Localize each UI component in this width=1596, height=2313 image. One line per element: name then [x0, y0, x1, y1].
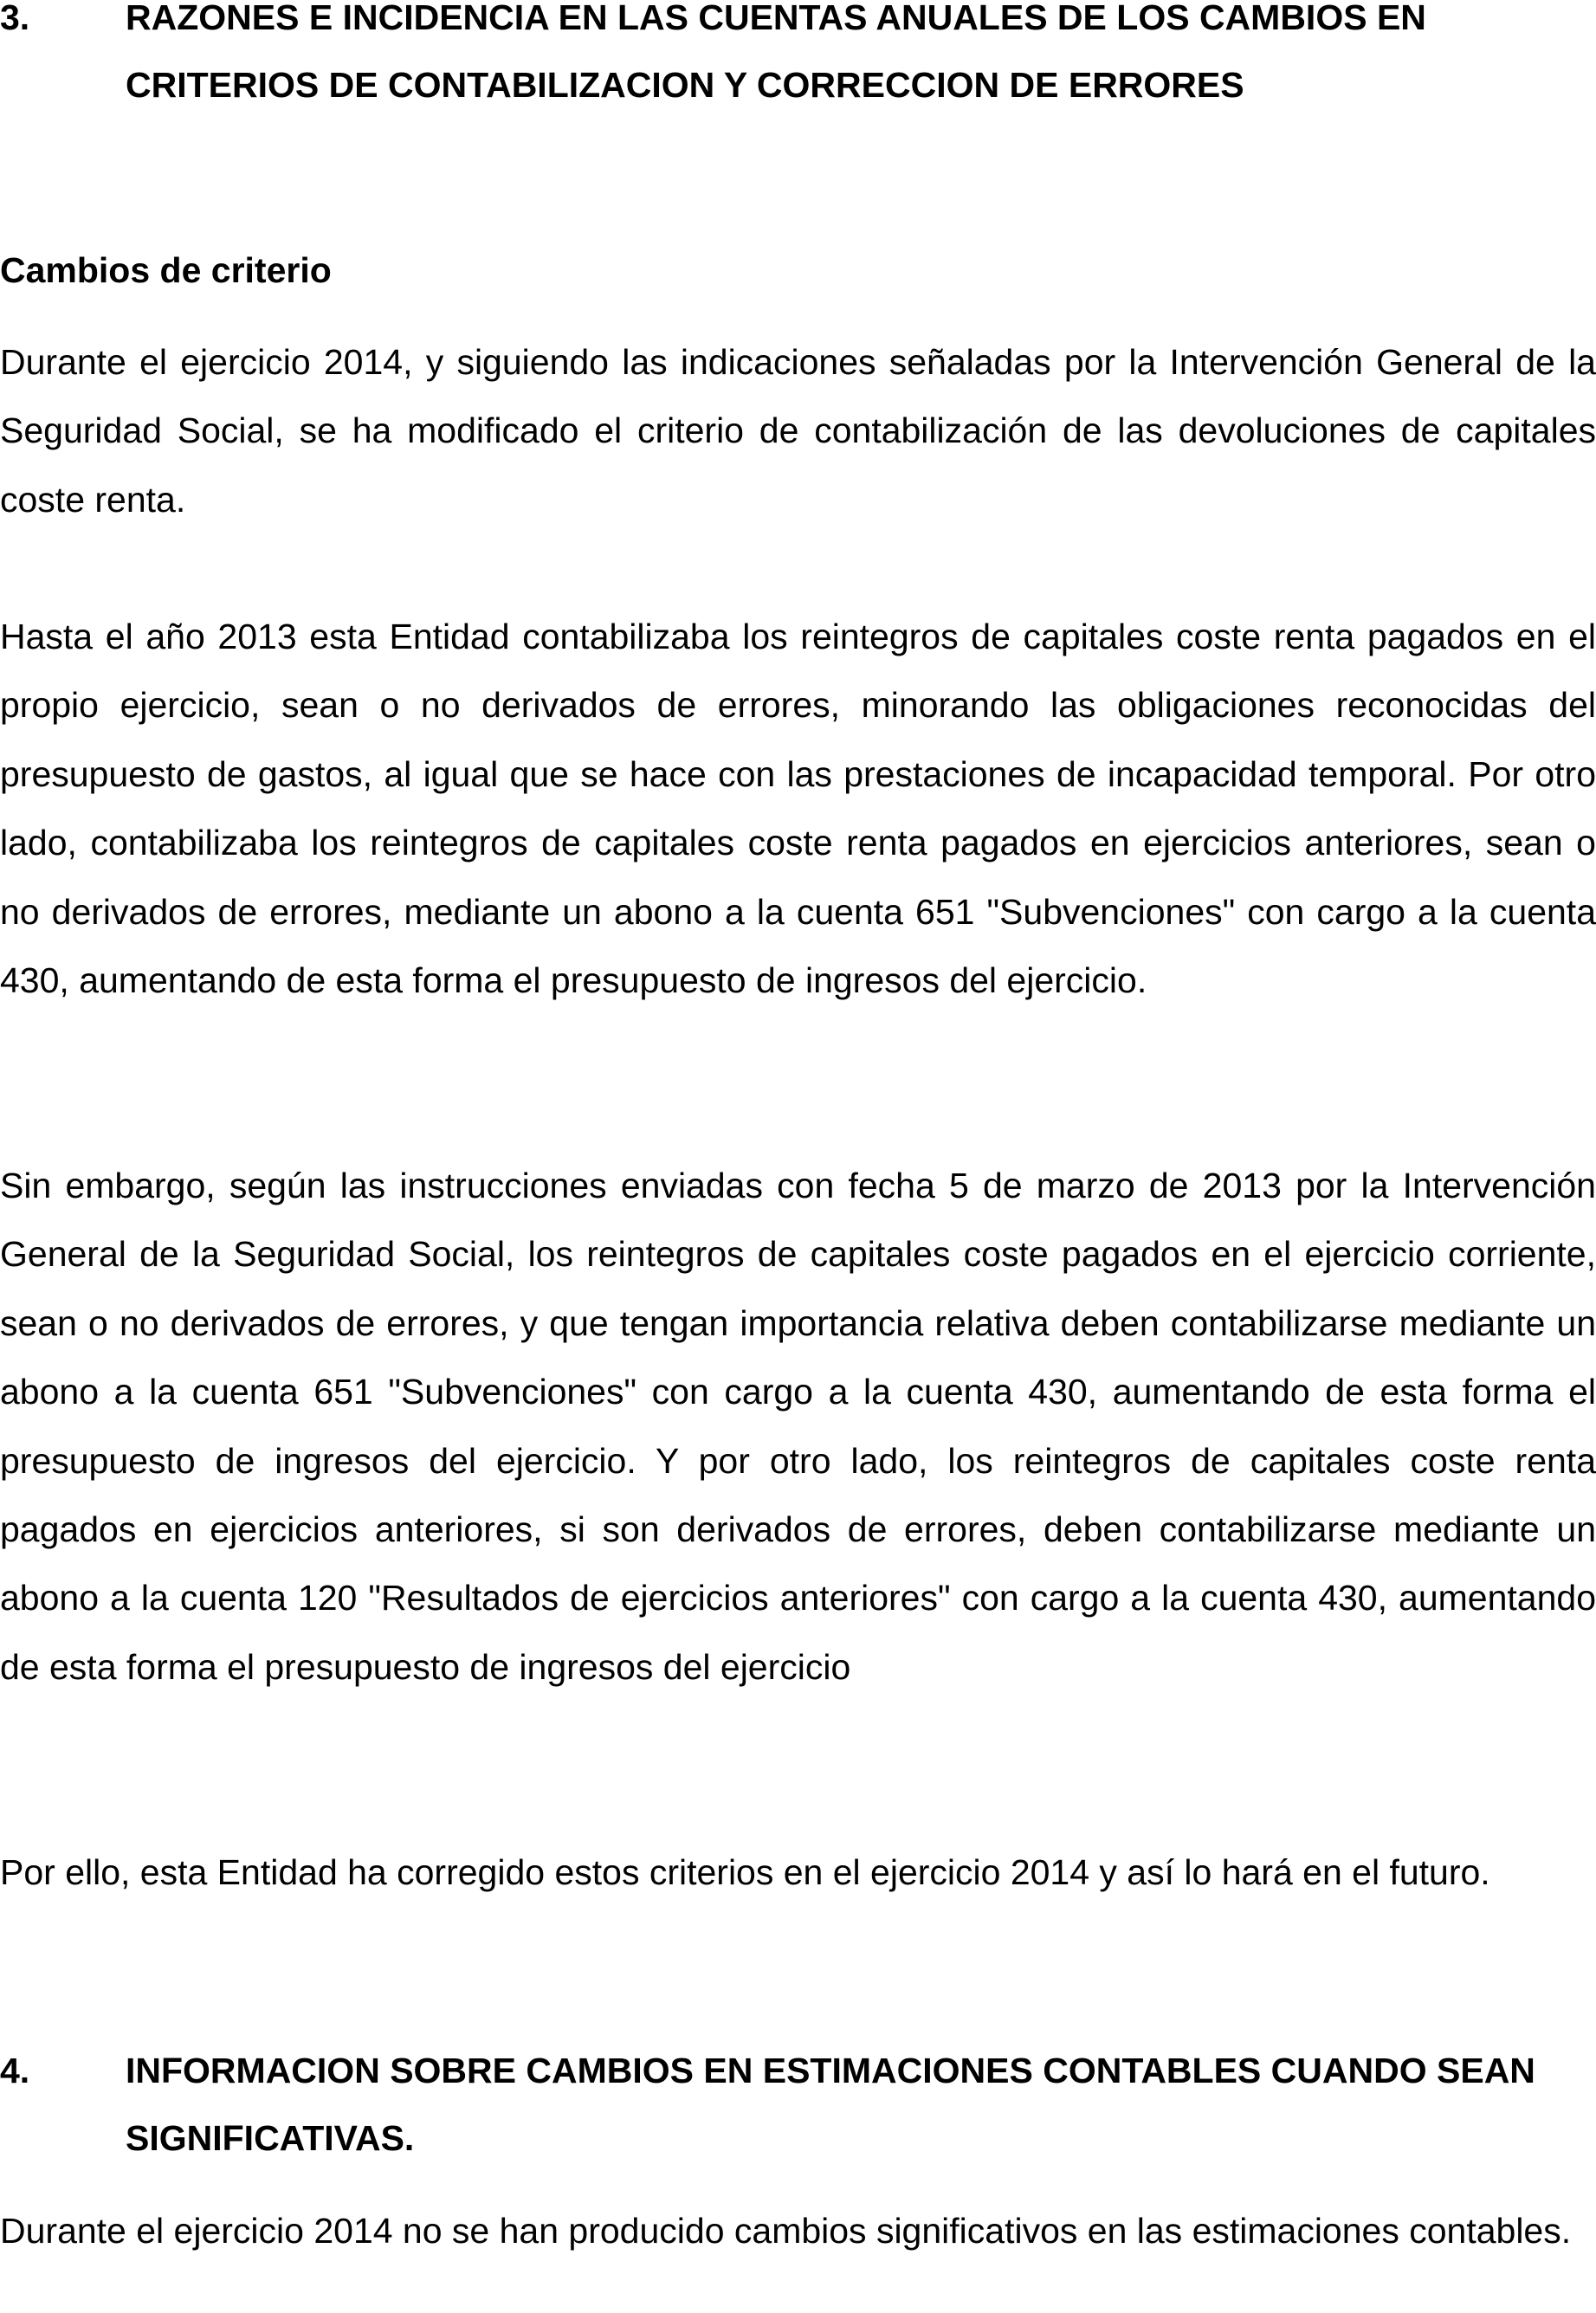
paragraph-4: Por ello, esta Entidad ha corregido estos criterios en el ejercicio 2014 y así lo hará en el futuro. — [0, 1852, 1490, 1892]
section-3-title: RAZONES E INCIDENCIA EN LAS CUENTAS ANUALES DE LOS CAMBIOS EN CRITERIOS DE CONTABILIZACION Y CORRECCION DE ERRORES — [126, 0, 1426, 105]
section-3-heading — [0, 0, 1596, 119]
paragraph-3: Sin embargo, según las instrucciones enviadas con fecha 5 de marzo de 2013 por la Intervención General de la Seguridad Social, los reintegros de capitales coste pagados en el ejercicio corriente, sean o no derivados de errores, y que tengan importancia relativa deben contabilizarse mediante un abono a la cuenta 651 "Subvenciones" con cargo a la cuenta 430, aumentando de esta forma el presupuesto de ingresos del ejercicio. Y por otro lado, los reintegros de capitales coste renta pagados en ejercicios anteriores, si son derivados de errores, deben contabilizarse mediante un abono a la cuenta 120 "Resultados de ejercicios anteriores" con cargo a la cuenta 430, aumentando de esta forma el presupuesto de ingresos del ejercicio — [0, 1166, 1596, 1687]
section-4-heading — [0, 2037, 1596, 2172]
paragraph-5: Durante el ejercicio 2014 no se han producido cambios significativos en las estimaciones contables. — [0, 2211, 1572, 2251]
section-3-number: 3. — [0, 0, 30, 37]
paragraph-1: Durante el ejercicio 2014, y siguiendo las indicaciones señaladas por la Intervención General de la Seguridad Social, se ha modificado el criterio de contabilización de las devoluciones de capitales coste renta. — [0, 342, 1596, 520]
paragraph-2: Hasta el año 2013 esta Entidad contabilizaba los reintegros de capitales coste renta pagados en el propio ejercicio, sean o no derivados de errores, minorando las obligaciones reconocidas del presupuesto de gastos, al igual que se hace con las prestaciones de incapacidad temporal. Por otro lado, contabilizaba los reintegros de capitales coste renta pagados en ejercicios anteriores, sean o no derivados de errores, mediante un abono a la cuenta 651 "Subvenciones" con cargo a la cuenta 430, aumentando de esta forma el presupuesto de ingresos del ejercicio. — [0, 617, 1596, 1001]
section-4-title: INFORMACION SOBRE CAMBIOS EN ESTIMACIONES CONTABLES CUANDO SEAN SIGNIFICATIVAS. — [126, 2051, 1535, 2158]
subheading-cambios-de-criterio: Cambios de criterio — [0, 250, 332, 290]
section-4-number: 4. — [0, 2051, 30, 2090]
